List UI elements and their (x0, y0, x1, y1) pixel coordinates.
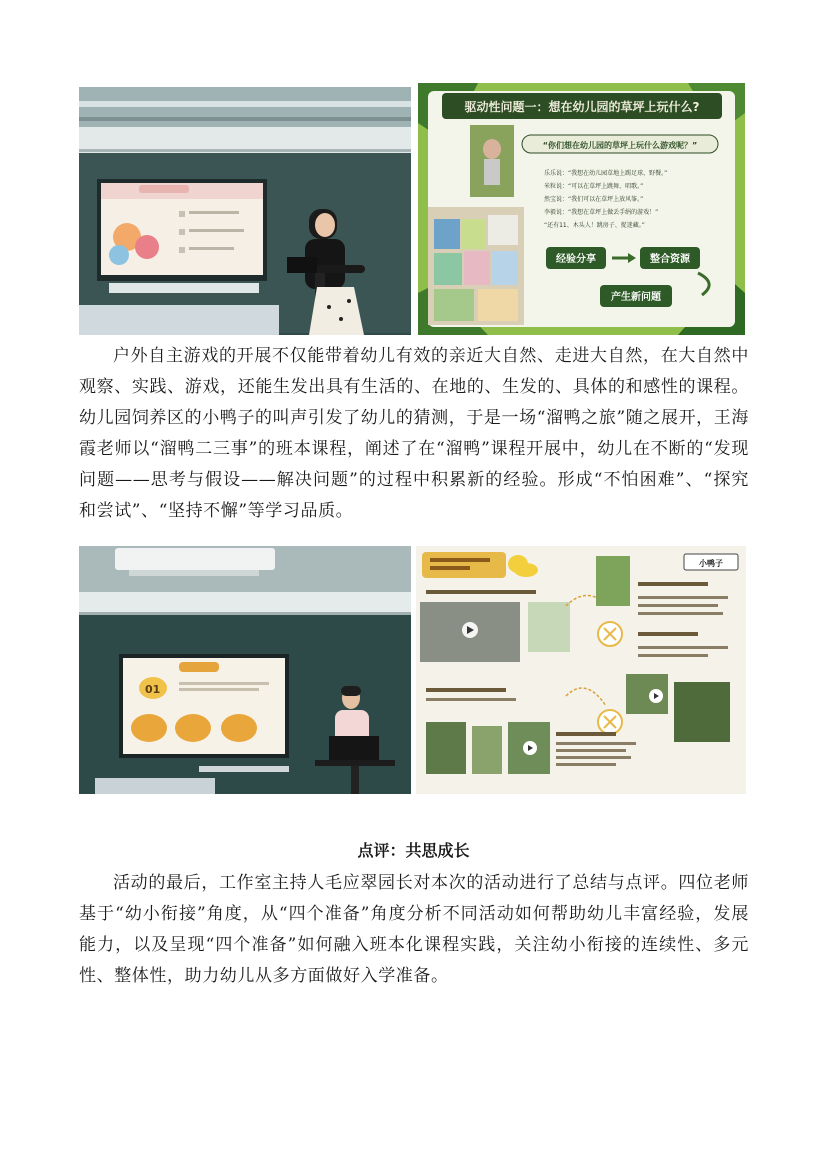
photo-presenter-2 (79, 546, 411, 794)
slide-quote-2: 米粒说：“可以在草坪上跳舞、唱歌。” (544, 183, 644, 190)
slide-quote-3: 然宝说：“我们可以在草坪上放风筝。” (544, 196, 644, 203)
paragraph-outdoor-play: 户外自主游戏的开展不仅能带着幼儿有效的亲近大自然、走进大自然，在大自然中观察、实践、游戏，还能生发出具有生活的、在地的、生发的、具体的和感性的课程。幼儿园饲养区的小鸭子的叫声引发了幼儿的猜测，于是一场“溜鸭之旅”随之展开，王海霞老师以“溜鸭二三事”的班本课程，阐述了在“溜鸭”课程开展中，幼儿在不断的“发现问题——思考与假设——解决问题”的过程中积累新的经验。形成“不怕困难”、“探究和尝试”、“坚持不懈”等学习品质。 (79, 346, 749, 521)
photo-presenter-1 (79, 87, 411, 335)
slide-quote-5: “还有11、木头人！跳房子、捉迷藏。” (544, 222, 645, 229)
slide-title: 驱动性问题一：想在幼儿园的草坪上玩什么? (464, 100, 700, 114)
section-heading: 点评：共思成长 (357, 841, 470, 860)
paragraph-review: 活动的最后，工作室主持人毛应翠园长对本次的活动进行了总结与点评。四位老师基于“幼小衔接”角度，从“四个准备”角度分析不同活动如何帮助幼儿丰富经验，发展能力，以及呈现“四个准备”如何融入班本化课程实践，关注幼小衔接的连续性、多元性、整体性，助力幼儿从多方面做好入学准备。 (79, 873, 749, 986)
slide-quote-4: 李毅说：“我想在草坪上做丢手绢的游戏！” (544, 209, 659, 216)
photo-duck-curriculum-board (416, 546, 746, 794)
slide-question: “你们想在幼儿园的草坪上玩什么游戏呢？” (542, 141, 698, 150)
flow-step-2: 整合资源 (650, 254, 690, 265)
board-header: 小鸭子 (699, 559, 723, 568)
flow-step-3: 产生新问题 (611, 292, 661, 303)
slide-quote-1: 乐乐说：“我想在幼儿园草地上踢足球，野餐。” (544, 170, 668, 177)
flow-step-1: 经验分享 (556, 254, 596, 265)
svg-text:01: 01 (145, 683, 161, 696)
photo-slide-driving-question (418, 83, 745, 335)
